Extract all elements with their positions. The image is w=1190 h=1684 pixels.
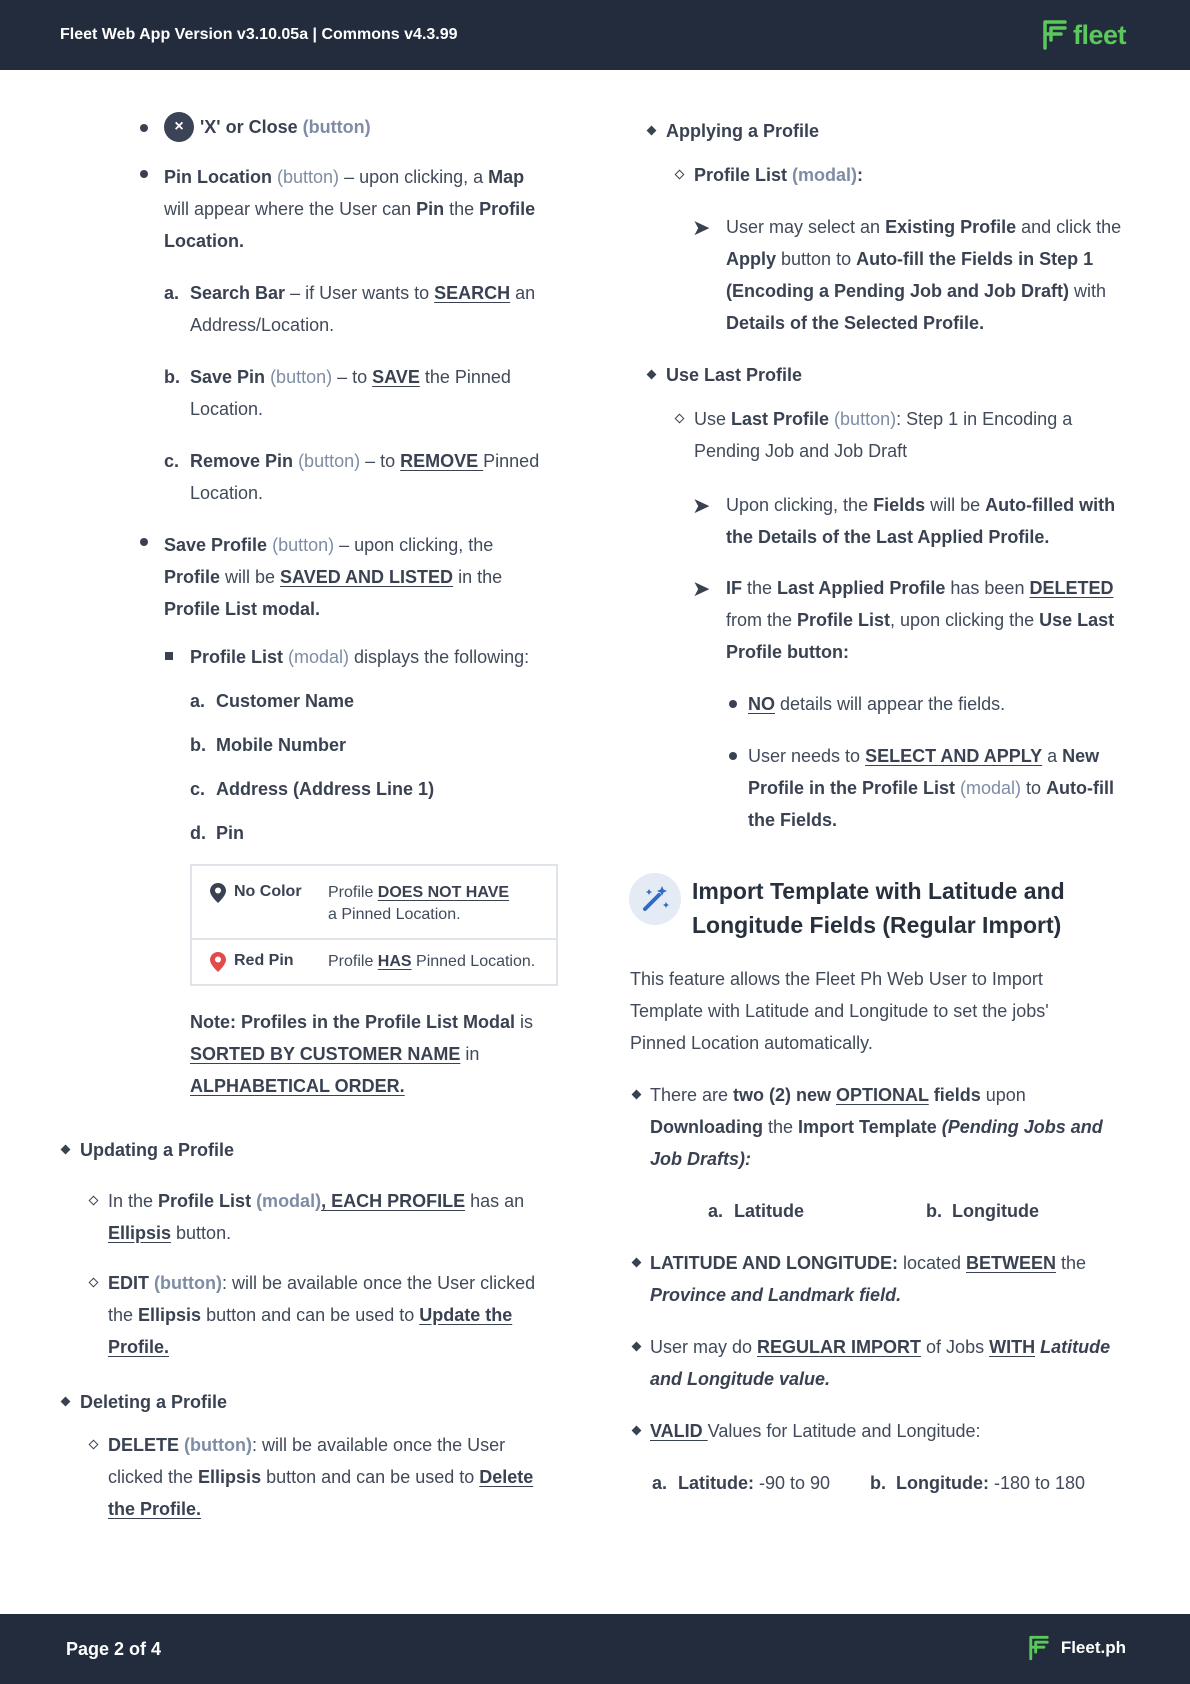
import-intro: This feature allows the Fleet Ph Web User to Import Template with Latitude and Longitude to set the jobs' Pinned Location automatically. — [630, 969, 1049, 1053]
list-letter: a. — [708, 1201, 724, 1221]
valid-values-item: VALID Values for Latitude and Longitude: — [650, 1421, 981, 1441]
save-profile-item: Save Profile (button) – upon clicking, the Profile will be SAVED AND LISTED in the Profile List modal. — [164, 535, 503, 619]
arrow-bullet-icon: ➤ — [692, 493, 711, 518]
list-letter: b. — [190, 735, 206, 755]
bullet-diamond — [61, 1145, 71, 1155]
delete-button-item: DELETE (button): will be available once the User clicked the Ellipsis button and can be used to Delete the Profile. — [108, 1435, 534, 1519]
apply-profile-desc: User may select an Existing Profile and click the Apply button to Auto-fill the Fields in Step 1 (Encoding a Pending Job and Job Draft) with Details of the Selected Profile. — [726, 217, 1122, 333]
deleted-profile-desc: IF the Last Applied Profile has been DELETED from the Profile List, upon clicking the Use Last Profile button: — [726, 578, 1115, 662]
footer-brand-name: Fleet.ph — [1060, 1638, 1126, 1657]
section-heading-updating: Updating a Profile — [80, 1140, 235, 1160]
search-bar-item: Search Bar – if User wants to SEARCH an Address/Location. — [190, 283, 536, 335]
pin-name: Red Pin — [234, 952, 294, 969]
bullet-diamond — [61, 1397, 71, 1407]
regular-import-item: User may do REGULAR IMPORT of Jobs WITH Latitude and Longitude value. — [650, 1337, 1111, 1389]
profile-list-item: Profile List (modal) displays the following: — [190, 647, 530, 667]
fleet-logo-icon — [1027, 1634, 1051, 1662]
brand-name: fleet — [1072, 19, 1126, 50]
bullet-dot — [729, 752, 737, 760]
list-letter: b. — [926, 1201, 942, 1221]
autofill-desc: Upon clicking, the Fields will be Auto-filled with the Details of the Last Applied Profile. — [726, 495, 1116, 547]
bullet-diamond-outline — [89, 1278, 99, 1288]
close-icon: × — [164, 112, 194, 142]
no-details-item: NO details will appear the fields. — [748, 694, 1006, 714]
pin-legend-row — [192, 866, 556, 940]
bullet-dot — [140, 124, 148, 132]
remove-pin-item: Remove Pin (button) – to REMOVE Pinned Location. — [190, 451, 540, 503]
bullet-diamond — [632, 1258, 642, 1268]
bullet-diamond — [632, 1342, 642, 1352]
arrow-bullet-icon: ➤ — [692, 576, 711, 601]
fleet-logo-icon — [1041, 18, 1069, 52]
edit-button-item: EDIT (button): will be available once the User clicked the Ellipsis button and can be used to Update the Profile. — [108, 1273, 536, 1357]
optional-fields-item: There are two (2) new OPTIONAL fields upon Downloading the Import Template (Pending Jobs and Job Drafts): — [650, 1085, 1103, 1169]
bullet-diamond-outline — [89, 1440, 99, 1450]
profile-list-modal-item: Profile List (modal): — [694, 165, 864, 185]
field-mobile-number: Mobile Number — [216, 735, 347, 755]
list-letter: c. — [164, 451, 180, 471]
pin-legend-table — [190, 864, 558, 986]
bullet-diamond — [647, 370, 657, 380]
update-ellipsis-item: In the Profile List (modal), EACH PROFILE has an Ellipsis button. — [108, 1191, 525, 1243]
bullet-square — [165, 652, 173, 660]
select-apply-item: User needs to SELECT AND APPLY a New Profile in the Profile List (modal) to Auto-fill the Fields. — [748, 746, 1115, 830]
red-map-pin-icon — [210, 952, 226, 972]
map-pin-icon — [210, 883, 226, 903]
bullet-diamond-outline — [675, 414, 685, 424]
longitude-range: Longitude: -180 to 180 — [896, 1473, 1086, 1493]
pin-description: Profile HAS Pinned Location. — [328, 953, 536, 970]
use-last-profile-item: Use Last Profile (button): Step 1 in Encoding a Pending Job and Job Draft — [694, 409, 1073, 461]
pin-location-item: Pin Location (button) – upon clicking, a Map will appear where the User can Pin the Profile Location. — [164, 167, 536, 251]
list-letter: a. — [652, 1473, 668, 1493]
bullet-dot — [140, 170, 148, 178]
page-number: Page 2 of 4 — [66, 1639, 162, 1659]
field-longitude: Longitude — [952, 1201, 1039, 1221]
section-heading-applying: Applying a Profile — [666, 121, 820, 141]
list-letter: b. — [870, 1473, 886, 1493]
section-heading-use-last: Use Last Profile — [666, 365, 803, 385]
list-letter: b. — [164, 367, 180, 387]
field-customer-name: Customer Name — [216, 691, 355, 711]
brand-logo — [1041, 18, 1126, 52]
close-item: 'X' or Close (button) — [200, 117, 371, 137]
bullet-diamond-outline — [89, 1196, 99, 1206]
list-letter: a. — [164, 283, 180, 303]
arrow-bullet-icon: ➤ — [692, 215, 711, 240]
pin-name: No Color — [234, 883, 302, 900]
pin-legend-row — [192, 940, 556, 984]
section-title: Import Template with Latitude and Longitude Fields (Regular Import) — [692, 878, 1065, 938]
pin-description: Profile DOES NOT HAVE a Pinned Location. — [328, 884, 510, 923]
bullet-diamond — [632, 1090, 642, 1100]
section-heading-deleting: Deleting a Profile — [80, 1392, 228, 1412]
list-letter: c. — [190, 779, 206, 799]
bullet-diamond — [647, 126, 657, 136]
field-latitude: Latitude — [734, 1201, 804, 1221]
list-letter: a. — [190, 691, 206, 711]
bullet-dot — [140, 538, 148, 546]
list-letter: d. — [190, 823, 206, 843]
field-pin: Pin — [216, 823, 245, 843]
bullet-diamond-outline — [675, 170, 685, 180]
bullet-dot — [729, 700, 737, 708]
sort-note: Note: Profiles in the Profile List Modal is SORTED BY CUSTOMER NAME in ALPHABETICAL ORDER. — [190, 1012, 534, 1096]
save-pin-item: Save Pin (button) – to SAVE the Pinned Location. — [190, 367, 511, 419]
field-address: Address (Address Line 1) — [216, 779, 435, 799]
bullet-diamond — [632, 1426, 642, 1436]
page-header — [0, 0, 1190, 70]
latitude-range: Latitude: -90 to 90 — [678, 1473, 831, 1493]
magic-wand-icon — [629, 873, 681, 925]
lat-long-location-item: LATITUDE AND LONGITUDE: located BETWEEN the Province and Landmark field. — [650, 1253, 1087, 1305]
header-title: Fleet Web App Version v3.10.05a | Commons v4.3.99 — [60, 26, 458, 43]
footer-brand — [1027, 1634, 1126, 1662]
page-footer — [0, 1614, 1190, 1684]
